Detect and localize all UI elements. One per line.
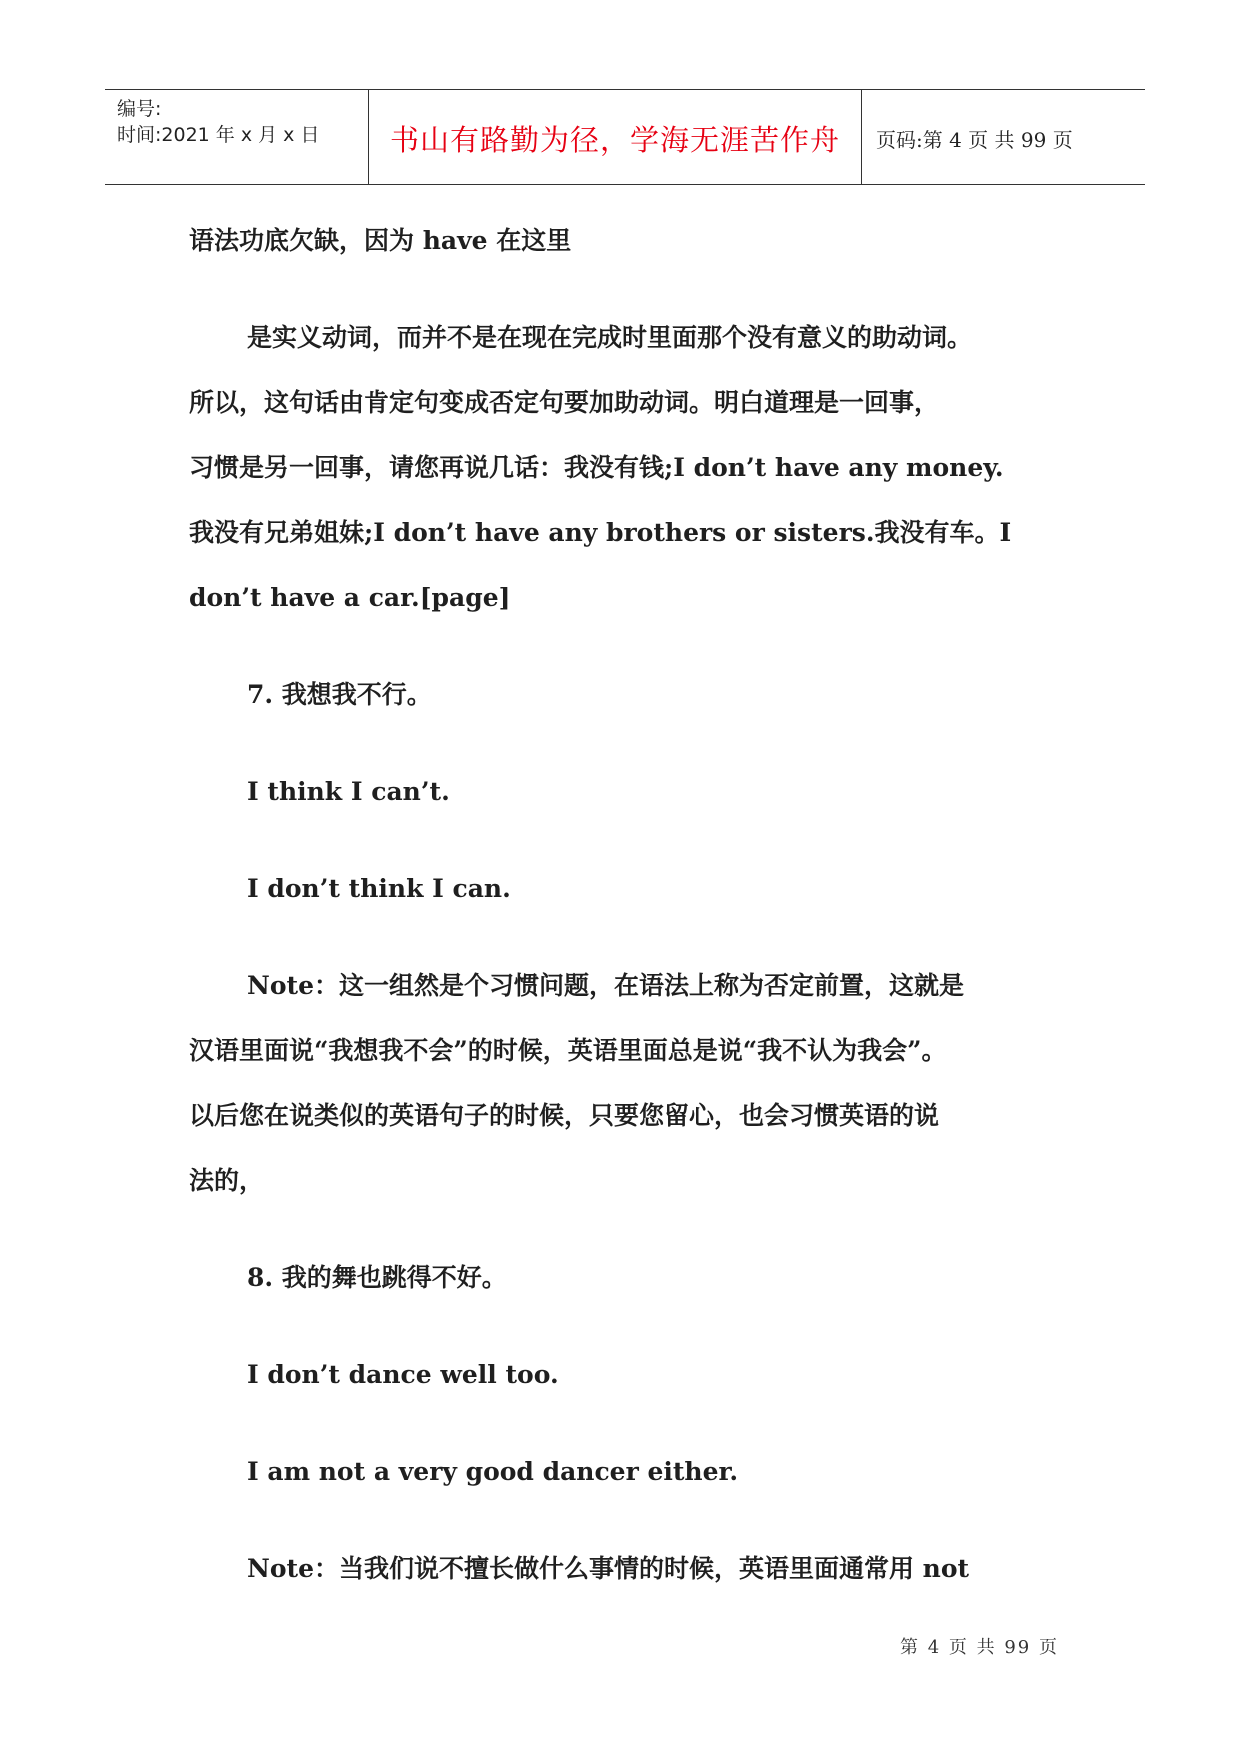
note-line: Note：当我们说不擅长做什么事情的时候，英语里面通常用 not	[247, 1554, 970, 1583]
header-page-info: 页码:第 4 页 共 99 页	[876, 128, 1073, 152]
english-sentence: I am not a very good dancer either.	[247, 1457, 739, 1486]
note-line: 法的，	[189, 1166, 265, 1195]
page-header	[105, 89, 1145, 185]
header-left-cell	[105, 90, 369, 184]
document-body	[189, 208, 1069, 1601]
item-heading-7: 7. 我想我不行。	[247, 680, 432, 709]
header-middle-cell	[369, 90, 862, 184]
paragraph-line: 习惯是另一回事，请您再说几话：我没有钱;I don’t have any money.	[189, 453, 1004, 482]
paragraph-line: 我没有兄弟姐妹;I don’t have any brothers or sisters.我没有车。I	[189, 518, 1012, 547]
paragraph-line: 是实义动词，而并不是在现在完成时里面那个没有意义的助动词。	[247, 323, 973, 352]
page-footer-number: 第 4 页 共 99 页	[900, 1637, 1059, 1658]
header-number-label: 编号:	[117, 98, 162, 120]
header-right-cell	[862, 90, 1145, 184]
note-line: 汉语里面说“我想我不会”的时候，英语里面总是说“我不认为我会”。	[189, 1036, 947, 1065]
paragraph-line: 语法功底欠缺，因为 have 在这里	[189, 226, 572, 255]
paragraph-line: don’t have a car.[page]	[189, 583, 511, 612]
note-line: Note：这一组然是个习惯问题，在语法上称为否定前置，这就是	[247, 971, 964, 1000]
english-sentence: I don’t dance well too.	[247, 1360, 559, 1389]
item-heading-8: 8. 我的舞也跳得不好。	[247, 1263, 507, 1292]
english-sentence: I don’t think I can.	[247, 874, 511, 903]
english-sentence: I think I can’t.	[247, 777, 450, 806]
header-motto: 书山有路勤为径，学海无涯苦作舟	[389, 123, 840, 157]
note-line: 以后您在说类似的英语句子的时候，只要您留心，也会习惯英语的说	[189, 1101, 940, 1130]
paragraph-line: 所以，这句话由肯定句变成否定句要加助动词。明白道理是一回事，	[189, 388, 940, 417]
header-time-label: 时间:2021 年 x 月 x 日	[117, 124, 320, 146]
